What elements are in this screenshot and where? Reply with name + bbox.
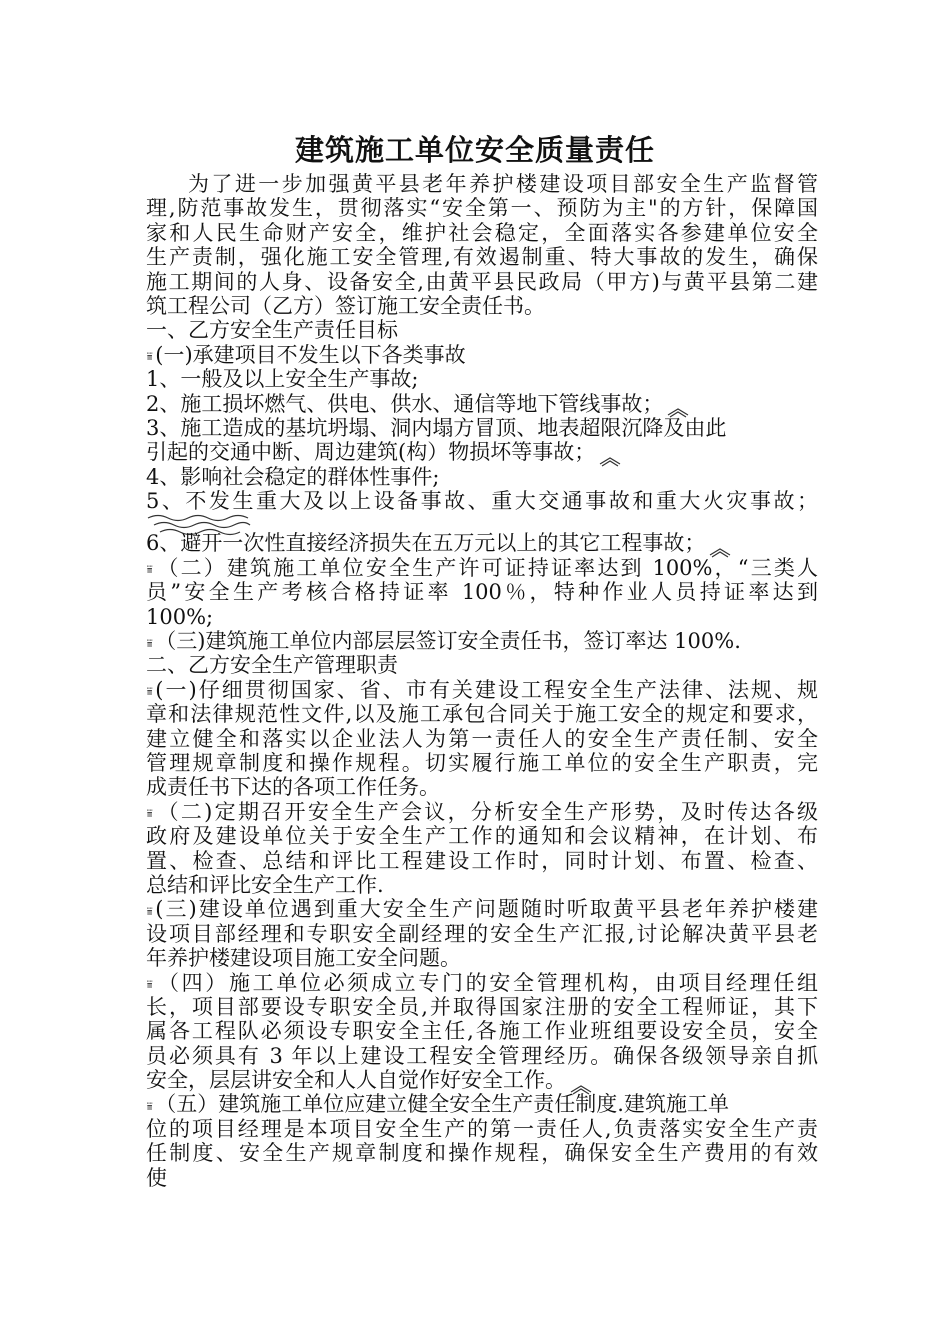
line-text: 安全，层层讲安全和人人自觉作好安全工作。	[146, 1068, 566, 1093]
text-line	[146, 580, 818, 604]
text-line	[146, 531, 818, 555]
text-line	[146, 653, 818, 677]
text-line	[146, 800, 818, 824]
line-text: 使	[146, 1165, 167, 1190]
bullet-mark-icon: ⩸	[146, 562, 153, 577]
text-line	[146, 245, 818, 269]
caret-mark-icon	[667, 399, 689, 411]
line-text: 成责任书下达的各项工作任务。	[146, 775, 440, 800]
line-text: 政府及建设单位关于安全生产工作的通知和会议精神，在计划、布	[146, 824, 818, 849]
text-line	[146, 946, 818, 970]
line-text: 任制度、安全生产规章制度和操作规程，确保安全生产费用的有效	[146, 1141, 818, 1166]
line-text: 属各工程队必须设专职安全主任,各施工作业班组要设安全员，安全	[146, 1019, 818, 1044]
caret-mark-icon	[599, 448, 621, 460]
text-line	[146, 556, 818, 580]
text-line	[146, 172, 818, 196]
line-text: （二)定期召开安全生产会议，分析安全生产形势，及时传达各级	[155, 799, 818, 824]
line-text: （五）建筑施工单位应建立健全安全生产责任制度.建筑施工单	[155, 1092, 729, 1117]
text-line	[146, 1141, 818, 1165]
text-line	[146, 629, 818, 653]
text-line	[146, 221, 818, 245]
text-line	[146, 824, 818, 848]
text-line	[146, 1092, 818, 1116]
line-text: 总结和评比安全生产工作.	[146, 872, 384, 897]
line-text: 建立健全和落实以企业法人为第一责任人的安全生产责任制、安全	[146, 726, 818, 751]
line-text: 100%;	[146, 604, 214, 629]
line-text: 4、影响社会稳定的群体性事件;	[146, 464, 440, 489]
text-line	[146, 727, 818, 751]
text-line	[146, 416, 818, 440]
text-line	[146, 678, 818, 702]
bullet-mark-icon: ⩸	[146, 977, 153, 991]
line-text: 筑工程公司（乙方）签订施工安全责任书。	[146, 293, 545, 318]
text-line	[146, 1117, 818, 1141]
line-text: (三)建设单位遇到重大安全生产问题随时听取黄平县老年养护楼建	[155, 897, 818, 922]
document-title: 建筑施工单位安全质量责任	[294, 133, 655, 167]
bullet-mark-icon: ⩸	[146, 1098, 153, 1113]
line-text: 2、施工损坏燃气、供电、供水、通信等地下管线事故；	[146, 391, 664, 416]
line-text: 6、避开一次性直接经济损失在五万元以上的其它工程事故；	[146, 531, 706, 556]
line-text: （四）施工单位必须成立专门的安全管理机构，由项目经理任组	[155, 970, 818, 995]
text-line	[146, 1166, 818, 1190]
line-text: 为了进一步加强黄平县老年养护楼建设项目部安全生产监督管	[188, 172, 818, 196]
line-text: 引起的交通中断、周边建筑(构）物损坏等事故；	[146, 440, 596, 465]
text-line	[146, 318, 818, 342]
line-text: 施工期间的人身、设备安全,由黄平县民政局（甲方)与黄平县第二建	[146, 269, 818, 294]
text-line	[146, 343, 818, 367]
caret-mark-icon	[709, 539, 731, 551]
text-line	[146, 392, 818, 416]
line-text: 长，项目部要设专职安全员,并取得国家注册的安全工程师证，其下	[146, 994, 818, 1019]
line-text: 员必须具有 3 年以上建设工程安全管理经历。确保各级领导亲自抓	[146, 1043, 818, 1068]
text-line	[146, 849, 818, 873]
text-line	[146, 270, 818, 294]
line-text: （二）建筑施工单位安全生产许可证持证率达到 100%，“三类人	[155, 555, 818, 580]
text-line	[146, 440, 818, 464]
bullet-mark-icon: ⩸	[146, 684, 153, 699]
line-text: 5、不发生重大及以上设备事故、重大交通事故和重大火灾事故；	[146, 489, 818, 514]
caret-mark-icon	[570, 1076, 592, 1088]
line-text: 章和法律规范性文件,以及施工承包合同关于施工安全的规定和要求，	[146, 702, 818, 727]
line-text: 生产责制，强化施工安全管理,有效遏制重、特大事故的发生，确保	[146, 245, 818, 270]
line-text: 年养护楼建设项目施工安全问题。	[146, 946, 461, 971]
bullet-mark-icon: ⩸	[146, 635, 153, 650]
text-line	[146, 702, 818, 726]
text-line	[146, 897, 818, 921]
line-text: 理,防范事故发生，贯彻落实“安全第一、预防为主"的方针，保障国	[146, 196, 818, 221]
line-text: (一)仔细贯彻国家、省、市有关建设工程安全生产法律、法规、规	[155, 677, 818, 702]
line-text: 设项目部经理和专职安全副经理的安全生产汇报,讨论解决黄平县老	[146, 921, 818, 946]
line-text: （三)建筑施工单位内部层层签订安全责任书，签订率达 100%.	[155, 629, 741, 654]
text-line	[146, 489, 818, 513]
line-text: 位的项目经理是本项目安全生产的第一责任人,负责落实安全生产责	[146, 1116, 818, 1141]
bullet-mark-icon: ⩸	[146, 806, 153, 821]
bullet-mark-icon: ⩸	[146, 349, 153, 364]
text-line	[146, 367, 818, 391]
document-body	[146, 172, 818, 1190]
line-text: 员”安全生产考核合格持证率 100％，特种作业人员持证率达到	[146, 580, 818, 605]
line-text: 一、乙方安全生产责任目标	[146, 318, 398, 343]
text-line	[146, 775, 818, 799]
line-text: 1、一般及以上安全生产事故;	[146, 367, 419, 392]
line-gap	[146, 513, 818, 531]
text-line	[146, 922, 818, 946]
text-line	[146, 1044, 818, 1068]
text-line	[146, 971, 818, 995]
text-line	[146, 1019, 818, 1043]
text-line	[146, 1068, 818, 1092]
text-line	[146, 294, 818, 318]
line-text: 3、施工造成的基坑坍塌、洞内塌方冒顶、地表超限沉降及由此	[146, 415, 727, 440]
text-line	[146, 995, 818, 1019]
line-text: 置、检查、总结和评比工程建设工作时，同时计划、布置、检查、	[146, 848, 818, 873]
line-text: 管理规章制度和操作规程。切实履行施工单位的安全生产职责，完	[146, 750, 818, 775]
text-line	[146, 873, 818, 897]
text-line	[146, 751, 818, 775]
line-text: (一)承建项目不发生以下各类事故	[155, 342, 466, 367]
text-line	[146, 465, 818, 489]
text-line	[146, 605, 818, 629]
text-line	[146, 196, 818, 220]
bullet-mark-icon: ⩸	[146, 903, 153, 918]
line-text: 二、乙方安全生产管理职责	[146, 653, 398, 678]
line-text: 家和人民生命财产安全，维护社会稳定，全面落实各参建单位安全	[146, 220, 818, 245]
